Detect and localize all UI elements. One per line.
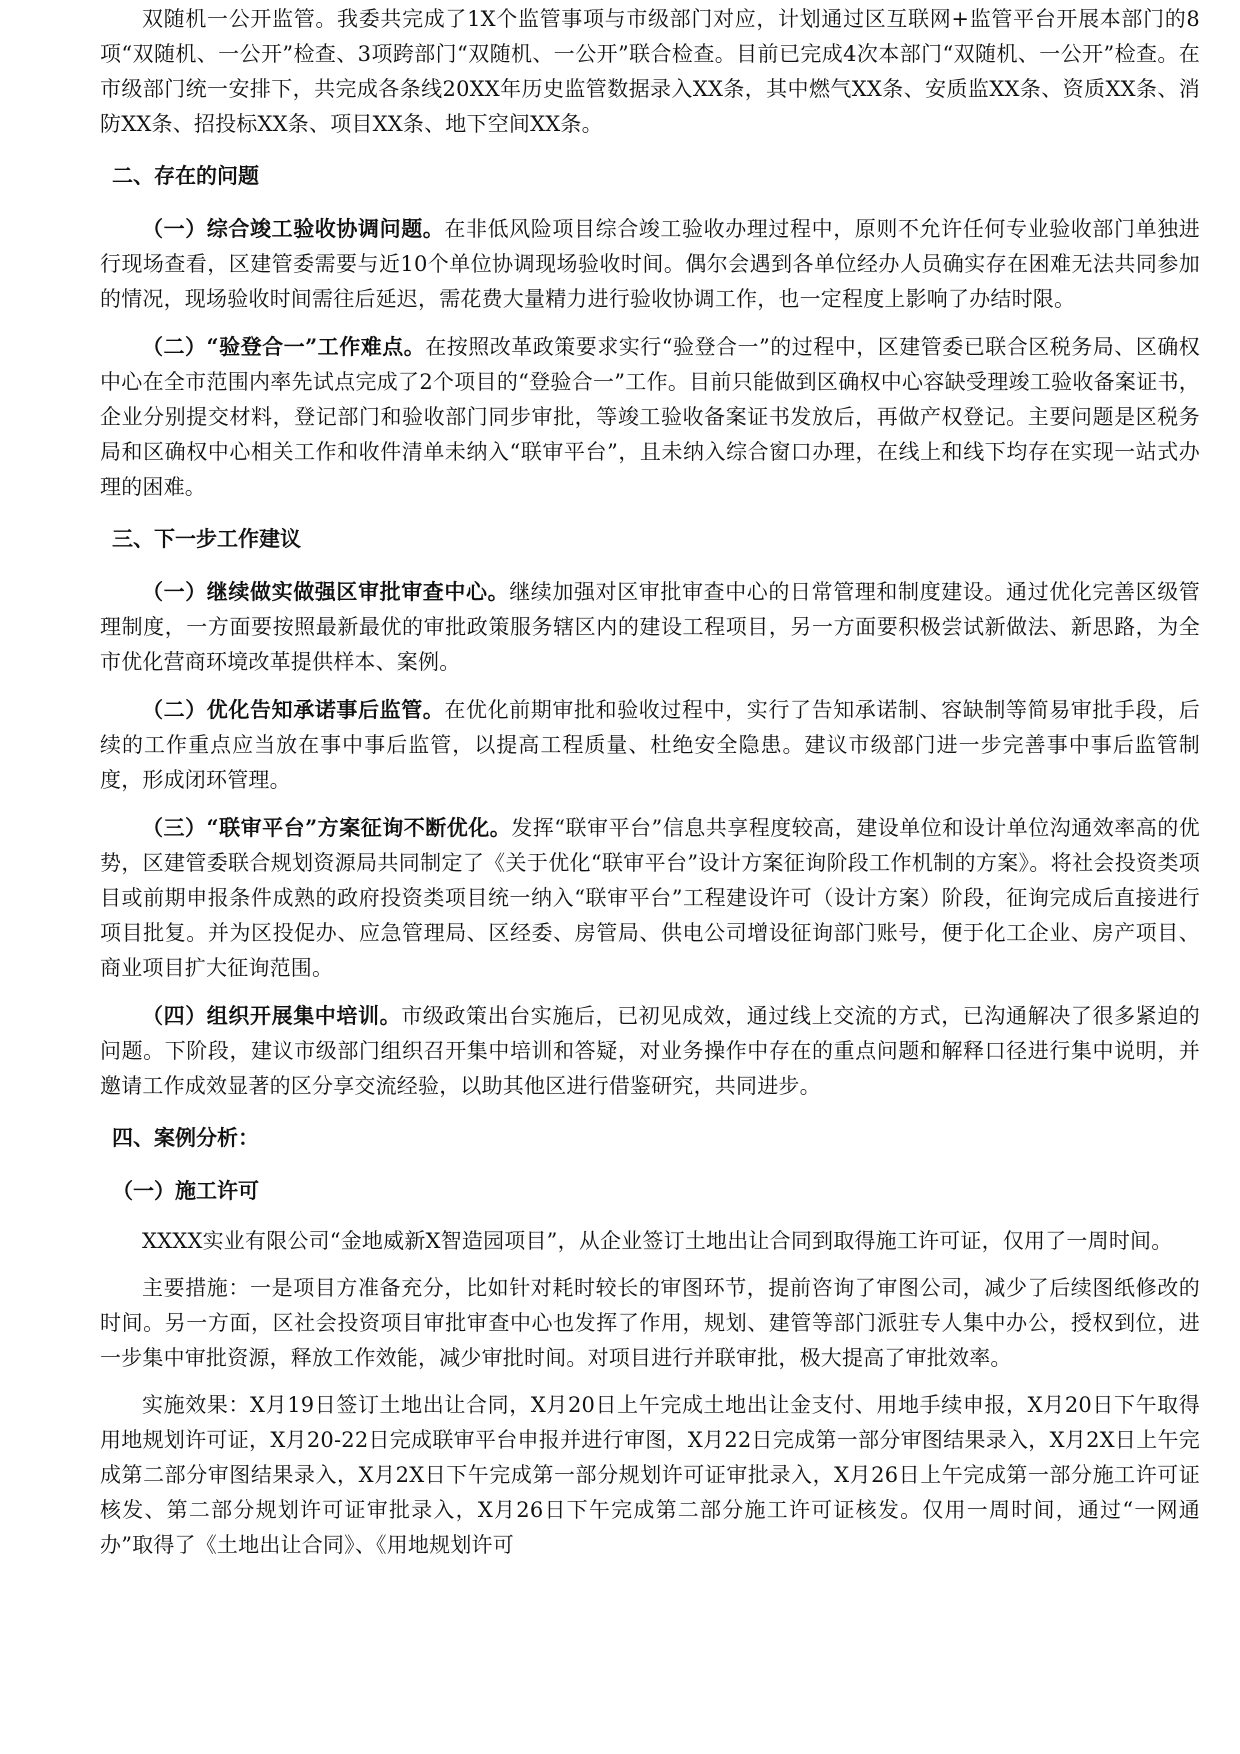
- paragraph-platform-optimization: [100, 810, 1200, 986]
- paragraph-lead: （一）继续做实做强区审批审查中心。: [142, 579, 510, 604]
- paragraph-lead: （四）组织开展集中培训。: [142, 1003, 402, 1028]
- paragraph-body: 市级政策出台实施后，已初见成效，通过线上交流的方式，已沟通解决了很多紧迫的问题。下阶段，建议市级部门组织召开集中培训和答疑，对业务操作中存在的重点问题和解释口径进行集中说明，并邀请工作成效显著的区分享交流经验，以助其他区进行借鉴研究，共同进步。: [100, 1004, 1200, 1098]
- paragraph-case-intro: XXXX实业有限公司“金地威新X智造园项目”，从企业签订土地出让合同到取得施工许可证，仅用了一周时间。: [142, 1229, 1173, 1253]
- paragraph-body: 在按照改革政策要求实行“验登合一”的过程中，区建管委已联合区税务局、区确权中心在全市范围内率先试点完成了2个项目的“登验合一”工作。目前只能做到区确权中心容缺受理竣工验收备案证书，企业分别提交材料，登记部门和验收部门同步审批，等竣工验收备案证书发放后，再做产权登记。主要问题是区税务局和区确权中心相关工作和收件清单未纳入“联审平台”，且未纳入综合窗口办理，在线上和线下均存在实现一站式办理的困难。: [100, 335, 1200, 499]
- paragraph-lead: （二）优化告知承诺事后监管。: [142, 697, 445, 722]
- paragraph-body: 发挥“联审平台”信息共享程度较高，建设单位和设计单位沟通效率高的优势，区建管委联合规划资源局共同制定了《关于优化“联审平台”设计方案征询阶段工作机制的方案》。将社会投资类项目或前期申报条件成熟的政府投资类项目统一纳入“联审平台”工程建设许可（设计方案）阶段，征询完成后直接进行项目批复。并为区投促办、应急管理局、区经委、房管局、供电公司增设征询部门账号，便于化工企业、房产项目、商业项目扩大征询范围。: [100, 816, 1200, 980]
- paragraph-measures: 主要措施：一是项目方准备充分，比如针对耗时较长的审图环节，提前咨询了审图公司，减少了后续图纸修改的时间。另一方面，区社会投资项目审批审查中心也发挥了作用，规划、建管等部门派驻专人集中办公，授权到位，进一步集中审批资源，释放工作效能，减少审批时间。对项目进行并联审批，极大提高了审批效率。: [100, 1276, 1200, 1370]
- sub-heading-construction-permit: （一）施工许可: [112, 1178, 259, 1203]
- paragraph-effects: 实施效果：X月19日签订土地出让合同，X月20日上午完成土地出让金支付、用地手续申报，X月20日下午取得用地规划许可证，X月20-22日完成联审平台申报并进行审图，X月22日完成第一部分审图结果录入，X月2X日上午完成第二部分审图结果录入，X月2X日下午完成第一部分规划许可证审批录入，X月26日上午完成第一部分施工许可证核发、第二部分规划许可证审批录入，X月26日下午完成第二部分施工许可证核发。仅用一周时间，通过“一网通办”取得了《土地出让合同》、《用地规划许可: [100, 1393, 1200, 1557]
- paragraph-body: 在优化前期审批和验收过程中，实行了告知承诺制、容缺制等简易审批手段，后续的工作重点应当放在事中事后监管，以提高工程质量、杜绝安全隐患。建议市级部门进一步完善事中事后监管制度，形成闭环管理。: [100, 698, 1200, 792]
- paragraph-body: 继续加强对区审批审查中心的日常管理和制度建设。通过优化完善区级管理制度，一方面要按照最新最优的审批政策服务辖区内的建设工程项目，另一方面要积极尝试新做法、新思路，为全市优化营商环境改革提供样本、案例。: [100, 580, 1200, 674]
- paragraph-lead: （三）“联审平台”方案征询不断优化。: [142, 815, 512, 840]
- paragraph-body: 在非低风险项目综合竣工验收办理过程中，原则不允许任何专业验收部门单独进行现场查看，区建管委需要与近10个单位协调现场验收时间。偶尔会遇到各单位经办人员确实存在困难无法共同参加的情况，现场验收时间需往后延迟，需花费大量精力进行验收协调工作，也一定程度上影响了办结时限。: [100, 217, 1200, 311]
- paragraph-supervision: [100, 692, 1200, 798]
- section-heading-case-analysis: 四、案例分析：: [112, 1125, 259, 1150]
- section-heading-problems: 二、存在的问题: [112, 163, 259, 188]
- paragraph-double-random: 双随机一公开监管。我委共完成了1X个监管事项与市级部门对应，计划通过区互联网+监管平台开展本部门的8项“双随机、一公开”检查、3项跨部门“双随机、一公开”联合检查。目前已完成4次本部门“双随机、一公开”检查。在市级部门统一安排下，共完成各条线20XX年历史监管数据录入XX条，其中燃气XX条、安质监XX条、资质XX条、消防XX条、招投标XX条、项目XX条、地下空间XX条。: [100, 7, 1200, 136]
- paragraph-review-center: [100, 574, 1200, 680]
- paragraph-registration-difficulty: [100, 329, 1200, 505]
- paragraph-training: [100, 998, 1200, 1104]
- paragraph-lead: （二）“验登合一”工作难点。: [142, 334, 426, 359]
- paragraph-acceptance-coordination: [100, 211, 1200, 317]
- document-page: [100, 0, 1200, 1575]
- paragraph-lead: （一）综合竣工验收协调问题。: [142, 216, 445, 241]
- section-heading-suggestions: 三、下一步工作建议: [112, 526, 301, 551]
